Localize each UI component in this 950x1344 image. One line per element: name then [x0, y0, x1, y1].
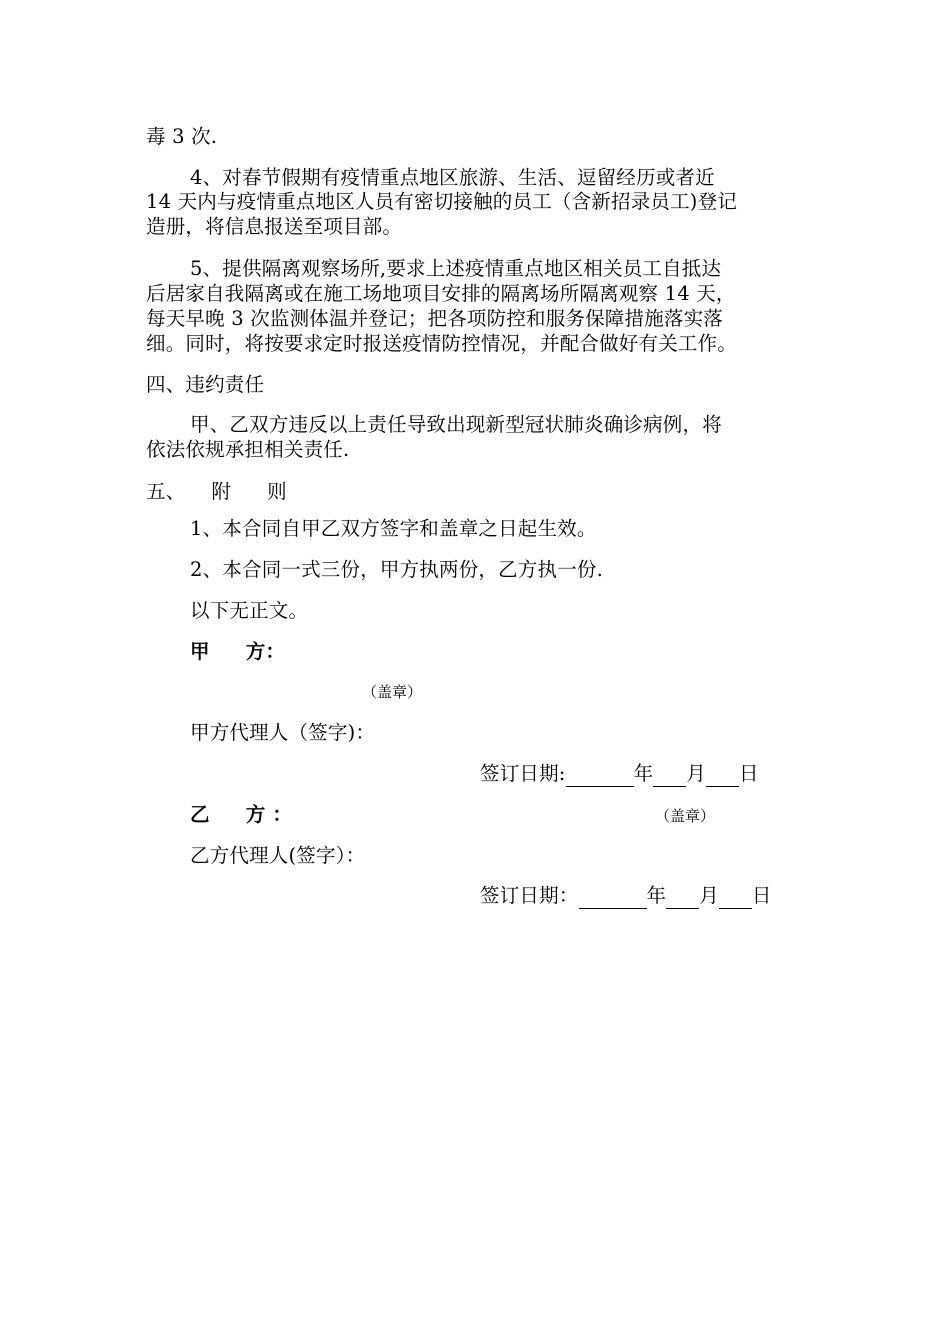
party-b-label [190, 802, 292, 828]
paragraph-line: 14 天内与疫情重点地区人员有密切接触的员工（含新招录员工)登记 [146, 190, 738, 213]
day-blank [719, 888, 752, 909]
year-label: 年 [633, 762, 654, 785]
day-label: 日 [751, 884, 772, 907]
list-item: 1、本合同自甲乙双方签字和盖章之日起生效。 [190, 517, 597, 540]
paragraph-line: 毒 3 次. [146, 125, 218, 148]
section-title-char: 则 [267, 480, 287, 503]
list-item: 2、本合同一式三份，甲方执两份，乙方执一份. [190, 558, 604, 581]
paragraph-line: 造册，将信息报送至项目部。 [146, 215, 403, 238]
paragraph-line: 依法依规承担相关责任. [146, 438, 350, 461]
paragraph-line: 后居家自我隔离或在施工场地项目安排的隔离场所隔离观察 14 天， [146, 282, 736, 305]
party-a-char: 甲 [190, 640, 210, 663]
paragraph-line: 5、提供隔离观察场所,要求上述疫情重点地区相关员工自抵达 [190, 257, 722, 280]
party-a-agent-signature: 甲方代理人（签字)： [190, 721, 376, 744]
party-b-char: 乙 [190, 803, 210, 826]
month-blank [653, 766, 686, 787]
party-a-seal: （盖章） [362, 683, 423, 701]
paragraph-line: 甲、乙双方违反以上责任导致出现新型冠状肺炎确诊病例，将 [190, 413, 722, 436]
party-b-date [480, 883, 772, 909]
party-a-label [190, 639, 285, 665]
date-label: 签订日期: [480, 762, 566, 785]
party-b-seal: （盖章） [655, 807, 716, 825]
month-label: 月 [699, 884, 719, 907]
end-note: 以下无正文。 [190, 599, 309, 622]
section-title-char: 附 [211, 480, 232, 503]
paragraph-line: 4、对春节假期有疫情重点地区旅游、生活、逗留经历或者近 [190, 166, 715, 189]
section-number: 五、 [146, 480, 186, 503]
month-label: 月 [686, 762, 706, 785]
party-b-agent-signature: 乙方代理人(签字）： [190, 844, 366, 867]
date-label: 签订日期： [480, 884, 579, 907]
year-blank [579, 888, 647, 909]
year-blank [566, 766, 634, 787]
month-blank [666, 888, 699, 909]
section-heading: 四、违约责任 [146, 373, 265, 396]
party-a-char: 方： [245, 640, 286, 663]
day-blank [706, 766, 739, 787]
day-label: 日 [738, 762, 759, 785]
year-label: 年 [646, 884, 667, 907]
paragraph-line: 每天早晚 3 次监测体温并登记；把各项防控和服务保障措施落实落 [146, 307, 724, 330]
paragraph-line: 细。同时，将按要求定时报送疫情防控情况，并配合做好有关工作。 [146, 332, 738, 355]
party-b-char: 方 ： [245, 803, 293, 826]
section-heading [146, 479, 287, 505]
party-a-date [480, 761, 759, 787]
